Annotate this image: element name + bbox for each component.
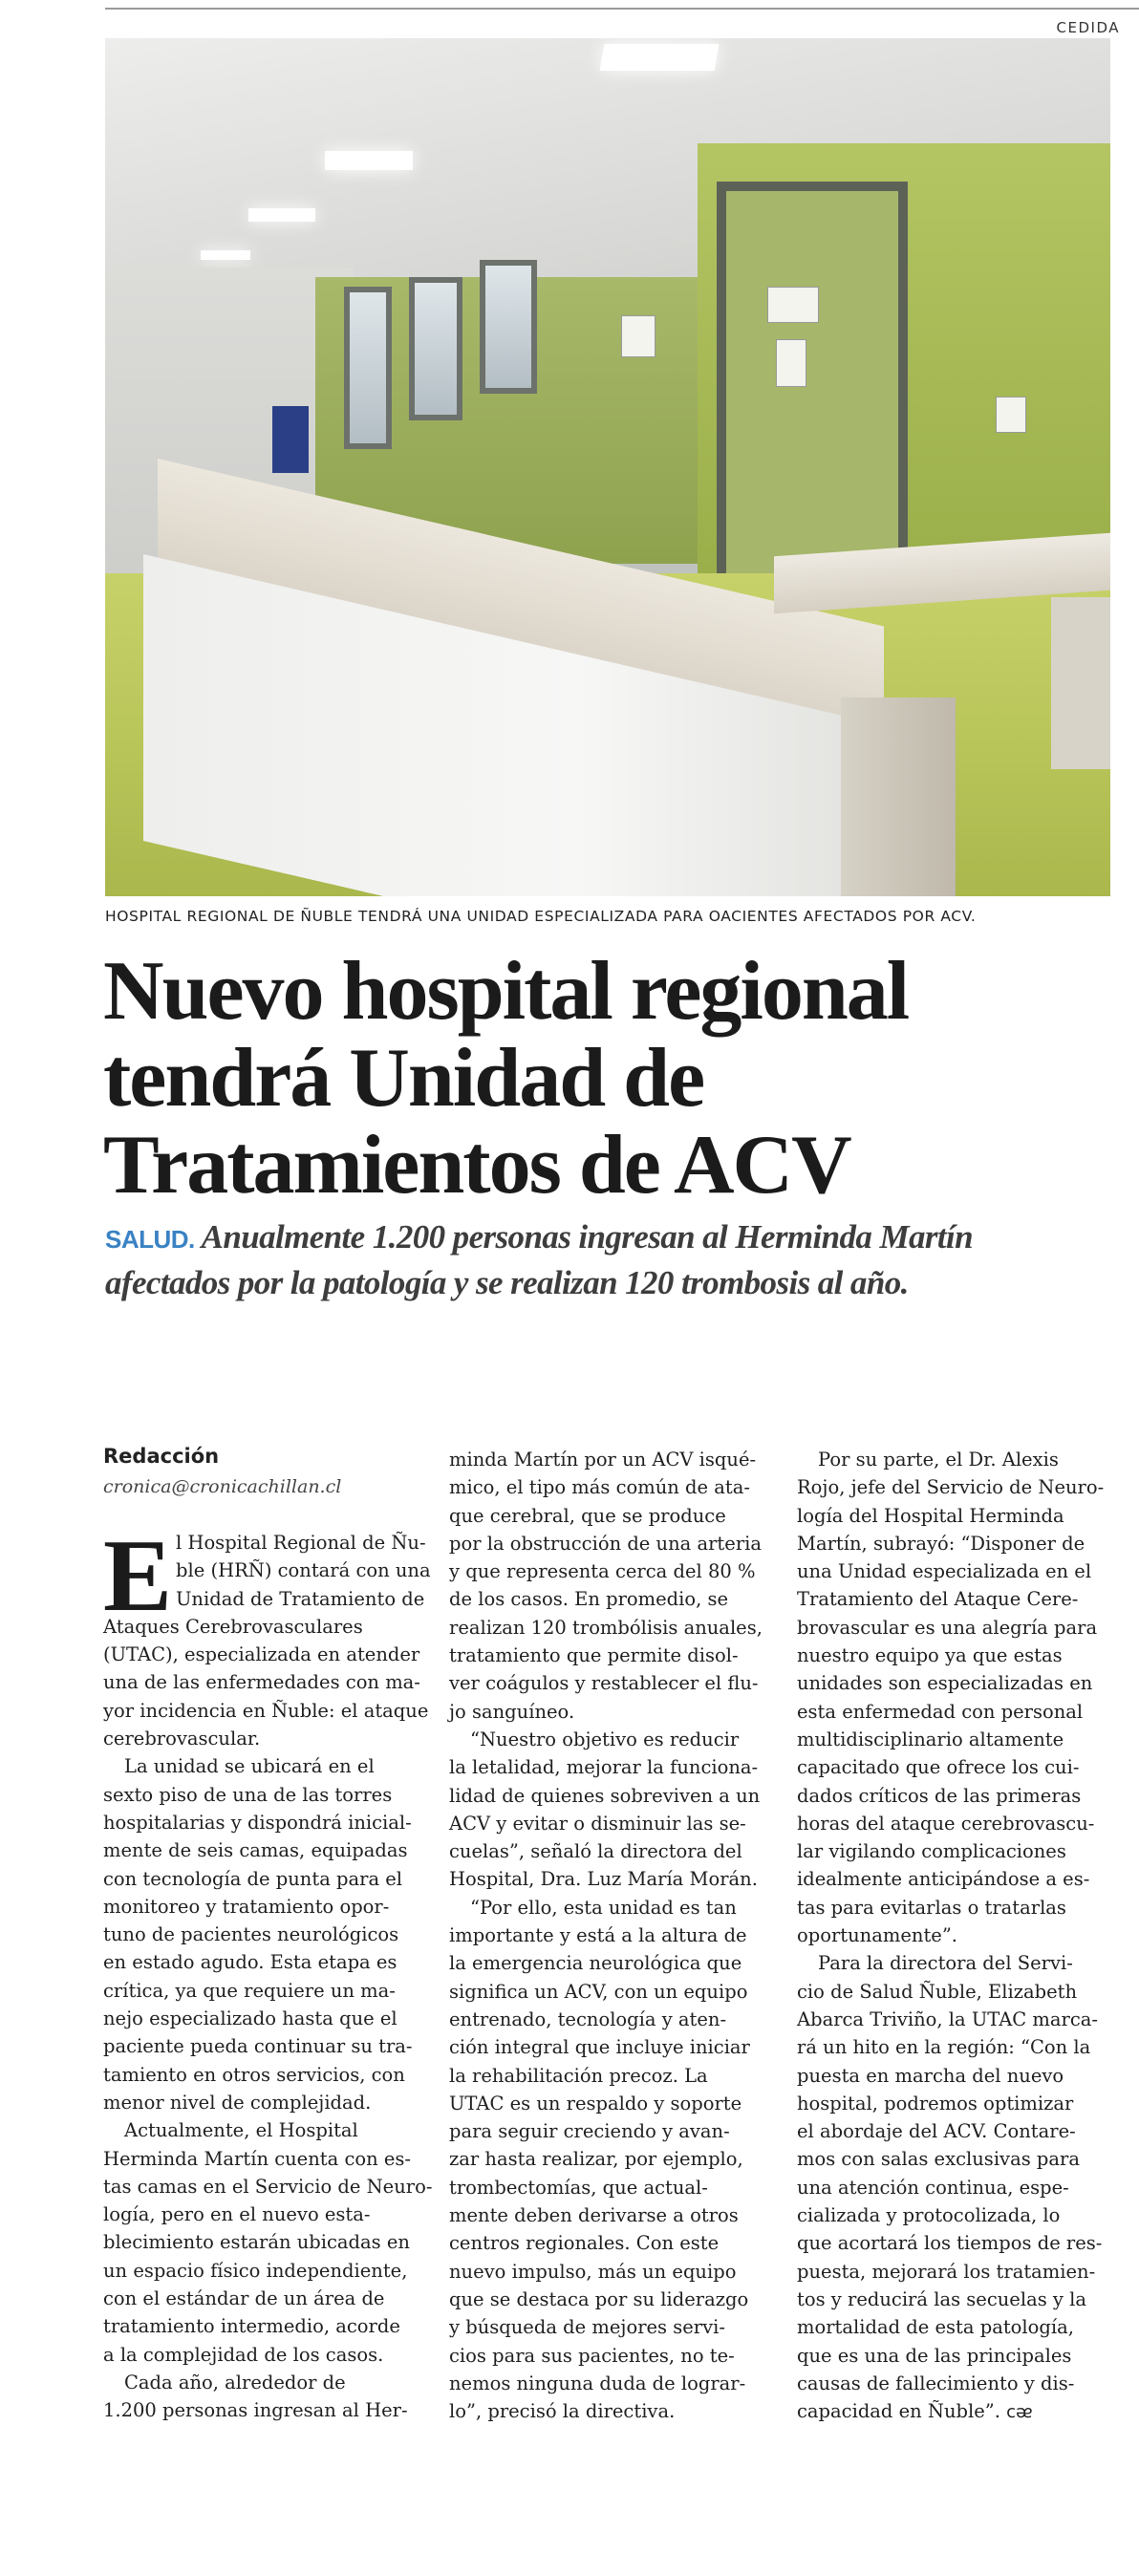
ceiling-light <box>600 44 720 71</box>
text-line: l Hospital Regional de Ñu- <box>176 1532 426 1554</box>
text-line: tratamiento intermedio, acorde <box>103 2315 400 2338</box>
text-line: Cada año, alrededor de <box>124 2371 346 2394</box>
text-line: nuevo impulso, más un equipo <box>449 2260 737 2283</box>
text-line: Unidad de Tratamiento de <box>176 1587 425 1610</box>
text-line: La unidad se ubicará en el <box>124 1755 375 1778</box>
text-line: una atención continua, espe- <box>797 2176 1069 2199</box>
text-line: “Por ello, esta unidad es tan <box>470 1896 737 1919</box>
text-line: en estado agudo. Esta etapa es <box>103 1951 398 1974</box>
photo-caption: HOSPITAL REGIONAL DE ÑUBLE TENDRÁ UNA UNIDAD ESPECIALIZADA PARA OACIENTES AFECTADOS POR ACV. <box>105 908 977 925</box>
photo-window <box>409 277 462 420</box>
text-line: la rehabilitación precoz. La <box>449 2064 708 2087</box>
text-line: (UTAC), especializada en atender <box>103 1643 420 1666</box>
text-line: “Nuestro objetivo es reducir <box>470 1728 740 1750</box>
text-line: la letalidad, mejorar la funciona- <box>449 1756 759 1779</box>
text-line: la emergencia neurológica que <box>449 1952 742 1975</box>
text-line: logía del Hospital Herminda <box>797 1504 1064 1527</box>
text-line: logía, pero en el nuevo esta- <box>103 2203 371 2226</box>
text-line: ción integral que incluye iniciar <box>449 2036 750 2059</box>
text-line: Actualmente, el Hospital <box>124 2119 358 2142</box>
text-line: que cerebral, que se produce <box>449 1504 726 1527</box>
top-rule <box>105 8 1139 10</box>
text-line: que acortará los tiempos de res- <box>797 2232 1103 2255</box>
text-line: oportunamente”. <box>797 1924 957 1947</box>
body-column-1 <box>103 1519 433 2425</box>
text-line: un espacio físico independiente, <box>103 2259 408 2282</box>
text-line: Ataques Cerebrovasculares <box>103 1615 363 1638</box>
text-line: nejo especializado hasta que el <box>103 2007 398 2030</box>
text-line: Rojo, jefe del Servicio de Neuro- <box>797 1476 1105 1499</box>
text-line: realizan 120 trombólisis anuales, <box>449 1616 763 1639</box>
text-line: tamiento en otros servicios, con <box>103 2063 405 2086</box>
text-line: Abarca Triviño, la UTAC marca- <box>797 2007 1098 2030</box>
text-line: lo”, precisó la directiva. <box>449 2400 676 2423</box>
text-line: crítica, ya que requiere un ma- <box>103 1979 396 2002</box>
wall-panel <box>621 315 655 357</box>
text-line: hospitalarias y dispondrá inicial- <box>103 1811 412 1834</box>
text-line: mente deben derivarse a otros <box>449 2204 739 2227</box>
text-line: ver coágulos y restablecer el flu- <box>449 1672 759 1695</box>
text-line: Hospital, Dra. Luz María Morán. <box>449 1868 758 1891</box>
text-line: nemos ninguna duda de lograr- <box>449 2372 746 2394</box>
text-line: importante y está a la altura de <box>449 1924 747 1947</box>
text-line: mente de seis camas, equipadas <box>103 1839 408 1862</box>
byline: Redacción <box>103 1445 220 1468</box>
photo-credit: CEDIDA <box>1056 19 1120 36</box>
ceiling-light <box>325 151 413 170</box>
text-line: nuestro equipo ya que estas <box>797 1644 1063 1667</box>
text-line: mos con salas exclusivas para <box>797 2148 1080 2171</box>
text-line: centros regionales. Con este <box>449 2232 720 2255</box>
deck <box>105 1215 1118 1304</box>
text-line: lar vigilando complicaciones <box>797 1840 1066 1863</box>
door-sign <box>776 339 806 387</box>
text-line: Herminda Martín cuenta con es- <box>103 2147 411 2170</box>
text-line: a la complejidad de los casos. <box>103 2343 384 2366</box>
text-line: Tratamiento del Ataque Cere- <box>797 1588 1079 1611</box>
text-line: entrenado, tecnología y aten- <box>449 2007 727 2030</box>
text-line: menor nivel de complejidad. <box>103 2091 372 2114</box>
text-line: cio de Salud Ñuble, Elizabeth <box>797 1980 1078 2003</box>
text-line: capacitado que ofrece los cui- <box>797 1756 1080 1779</box>
text-line: una de las enfermedades con ma- <box>103 1671 420 1694</box>
text-line: causas de fallecimiento y dis- <box>797 2372 1075 2394</box>
deck-text: Anualmente 1.200 personas ingresan al Herminda Martín <box>194 1218 974 1256</box>
text-line: mortalidad de esta patología, <box>797 2316 1074 2339</box>
text-line: minda Martín por un ACV isqué- <box>449 1449 757 1470</box>
text-line: con tecnología de punta para el <box>103 1867 403 1890</box>
text-line: cializada y protocolizada, lo <box>797 2204 1061 2227</box>
ceiling-light <box>248 208 315 222</box>
text-line: una Unidad especializada en el <box>797 1560 1092 1583</box>
drop-cap: E <box>103 1519 173 1633</box>
text-line: capacidad en Ñuble”. ᴄᴂ <box>797 2400 1033 2423</box>
text-line: por la obstrucción de una arteria <box>449 1532 762 1555</box>
text-line: unidades son especializadas en <box>797 1672 1093 1695</box>
section-kicker: SALUD. <box>105 1225 195 1254</box>
text-line: Martín, subrayó: “Disponer de <box>797 1532 1085 1555</box>
article-photo <box>105 38 1110 896</box>
text-line: lidad de quienes sobreviven a un <box>449 1784 761 1807</box>
text-line: que es una de las principales <box>797 2344 1072 2367</box>
text-line: idealmente anticipándose a es- <box>797 1868 1090 1891</box>
text-line: para seguir creciendo y avan- <box>449 2120 730 2143</box>
text-line: de los casos. En promedio, se <box>449 1588 729 1611</box>
text-line: paciente pueda continuar su tra- <box>103 2035 413 2058</box>
text-line: cios para sus pacientes, no te- <box>449 2344 735 2367</box>
text-line: con el estándar de un área de <box>103 2287 385 2310</box>
end-mark-icon: ᴄᴂ <box>1006 2402 1033 2423</box>
text-line: monitoreo y tratamiento opor- <box>103 1895 390 1918</box>
text-line: multidisciplinario altamente <box>797 1728 1064 1750</box>
photo-window <box>480 260 537 394</box>
text-line: puesta, mejorará los tratamien- <box>797 2260 1096 2283</box>
text-line: y que representa cerca del 80 % <box>449 1560 756 1583</box>
text-line: UTAC es un respaldo y soporte <box>449 2092 742 2114</box>
text-line: Para la directora del Servi- <box>818 1952 1073 1975</box>
photo-window <box>344 287 392 449</box>
text-line: sexto piso de una de las torres <box>103 1783 393 1806</box>
text-line: dados críticos de las primeras <box>797 1784 1082 1807</box>
photo-door <box>717 182 908 583</box>
deck-line: afectados por la patología y se realizan 120 trombosis al año. <box>105 1264 909 1301</box>
text-line: tratamiento que permite disol- <box>449 1644 739 1667</box>
reception-desk-leg <box>1051 597 1110 769</box>
text-line: mico, el tipo más común de ata- <box>449 1476 750 1499</box>
text-line: tas camas en el Servicio de Neuro- <box>103 2175 433 2198</box>
text-line: rá un hito en la región: “Con la <box>797 2036 1091 2059</box>
text-line: blecimiento estarán ubicadas en <box>103 2231 410 2254</box>
text-line: el abordaje del ACV. Contare- <box>797 2120 1076 2143</box>
text-line: ACV y evitar o disminuir las se- <box>449 1812 746 1835</box>
wall-panel <box>996 397 1026 433</box>
text-line: trombectomías, que actual- <box>449 2176 708 2199</box>
door-sign <box>767 287 819 323</box>
text-line: y búsqueda de mejores servi- <box>449 2316 725 2339</box>
headline <box>103 945 1126 1212</box>
body-column-2 <box>449 1446 763 2425</box>
text-line: brovascular es una alegría para <box>797 1616 1098 1639</box>
text-line: hospital, podremos optimizar <box>797 2092 1074 2114</box>
text-line: esta enfermedad con personal <box>797 1700 1084 1723</box>
text-line: tos y reducirá las secuelas y la <box>797 2287 1086 2310</box>
text-line: cerebrovascular. <box>103 1728 261 1750</box>
text-line: horas del ataque cerebrovascu- <box>797 1812 1095 1835</box>
ceiling-light <box>201 250 250 260</box>
text-line: tas para evitarlas o tratarlas <box>797 1896 1066 1919</box>
text-line: jo sanguíneo. <box>449 1700 575 1723</box>
text-line: Por su parte, el Dr. Alexis <box>818 1449 1059 1470</box>
author-email[interactable]: cronica@cronicachillan.cl <box>103 1476 342 1497</box>
text-line: puesta en marcha del nuevo <box>797 2064 1064 2087</box>
text-line: yor incidencia en Ñuble: el ataque <box>103 1699 429 1722</box>
headline-line: tendrá Unidad de <box>103 1032 704 1125</box>
headline-line: Tratamientos de ACV <box>103 1119 850 1212</box>
deck-line <box>105 1215 1118 1261</box>
text-line: que se destaca por su liderazgo <box>449 2287 749 2310</box>
text-line: 1.200 personas ingresan al Her- <box>103 2399 408 2422</box>
text-line: ble (HRÑ) contará con una <box>176 1559 431 1582</box>
text-line: tuno de pacientes neurológicos <box>103 1923 399 1946</box>
text-line: zar hasta realizar, por ejemplo, <box>449 2148 743 2171</box>
reception-counter-end <box>841 698 956 896</box>
body-column-3 <box>797 1446 1112 2425</box>
text-line: significa un ACV, con un equipo <box>449 1980 748 2003</box>
text-line: cuelas”, señaló la directora del <box>449 1840 742 1863</box>
headline-line: Nuevo hospital regional <box>103 945 909 1038</box>
photo-bin <box>272 406 309 473</box>
